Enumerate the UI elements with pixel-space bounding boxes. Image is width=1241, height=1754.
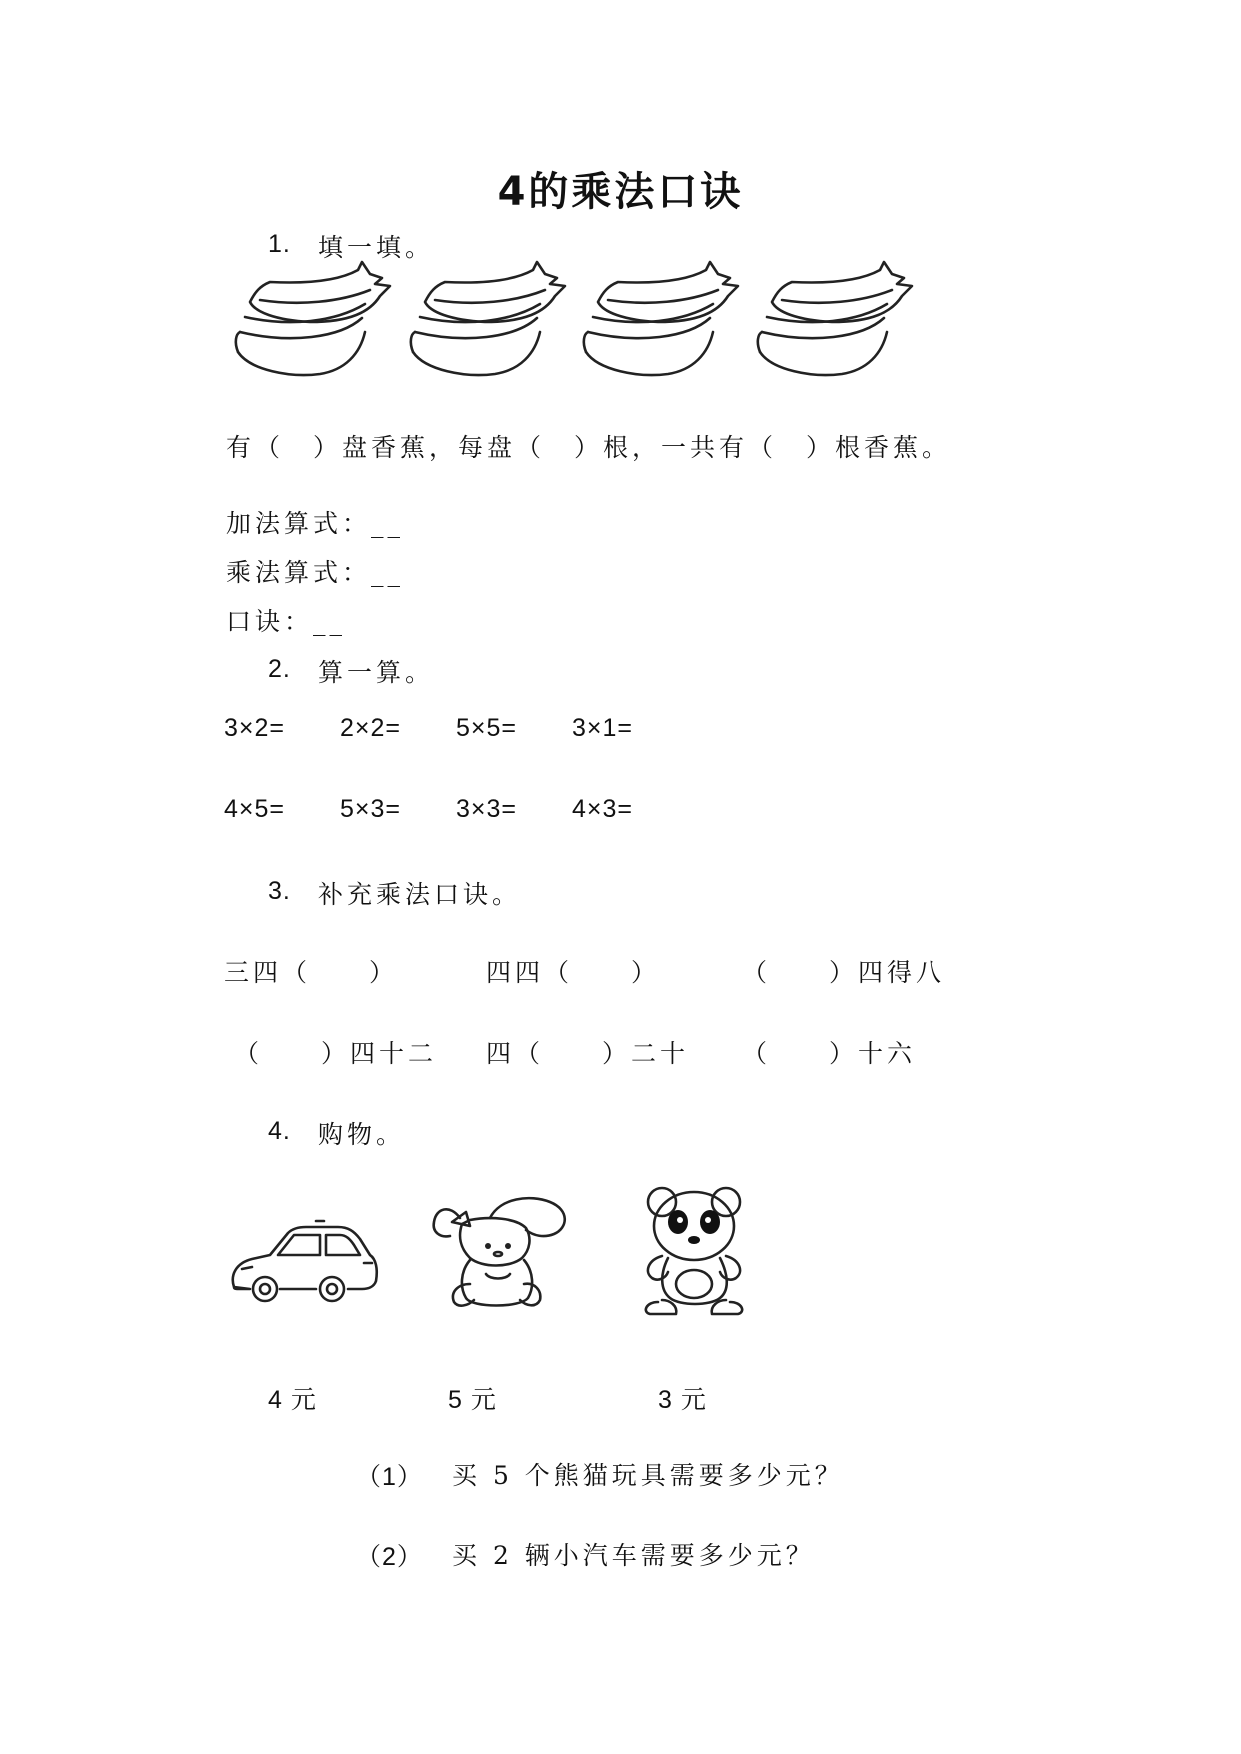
rhyme-blank: 四四（ ） <box>486 958 661 987</box>
q3-number: 3. <box>268 877 291 905</box>
rhyme-blank: （ ）四得八 <box>742 958 946 987</box>
bunny-doll-icon <box>430 1188 570 1318</box>
rhyme-blank: （ ）四十二 <box>234 1039 438 1068</box>
banana-icon <box>584 262 738 375</box>
q4-heading: 购物。 <box>318 1120 406 1149</box>
calc-item: 3×2= <box>224 714 286 742</box>
calc-item: 2×2= <box>340 714 402 742</box>
price-car: 4 元 <box>268 1386 317 1414</box>
price-panda: 3 元 <box>658 1386 707 1414</box>
calc-item: 3×1= <box>572 714 634 742</box>
banana-icon <box>236 262 390 375</box>
calc-item: 5×3= <box>340 795 402 823</box>
q1-mul-label: 乘法算式：__ <box>226 558 405 587</box>
panda-toy-icon <box>640 1184 750 1314</box>
q1-rhyme-label: 口诀：__ <box>226 607 347 636</box>
sub-question-number: （2） <box>356 1543 423 1571</box>
q1-heading: 填一填。 <box>318 233 435 262</box>
page-title: 4的乘法口诀 <box>497 169 744 215</box>
rhyme-blank: 三四（ ） <box>224 958 399 987</box>
sub-question-number: （1） <box>356 1463 423 1491</box>
q1-add-label: 加法算式：__ <box>226 509 405 538</box>
calc-item: 3×3= <box>456 795 518 823</box>
sub-question-1: 买 5 个熊猫玩具需要多少元？ <box>452 1461 844 1490</box>
calc-item: 4×3= <box>572 795 634 823</box>
price-bunny: 5 元 <box>448 1386 497 1414</box>
q1-sentence: 有（ ）盘香蕉，每盘（ ）根，一共有（ ）根香蕉。 <box>226 433 952 462</box>
calc-item: 5×5= <box>456 714 518 742</box>
banana-icon <box>411 262 565 375</box>
calc-item: 4×5= <box>224 795 286 823</box>
banana-bunches <box>230 262 930 392</box>
q2-heading: 算一算。 <box>318 658 435 687</box>
q4-number: 4. <box>268 1117 291 1145</box>
rhyme-blank: （ ）十六 <box>742 1039 917 1068</box>
toy-car-icon <box>228 1225 378 1305</box>
q3-heading: 补充乘法口诀。 <box>318 880 522 909</box>
q2-number: 2. <box>268 655 291 683</box>
q1-number: 1. <box>268 230 291 258</box>
rhyme-blank: 四（ ）二十 <box>486 1039 690 1068</box>
sub-question-2: 买 2 辆小汽车需要多少元？ <box>452 1541 815 1570</box>
banana-icon <box>758 262 912 375</box>
